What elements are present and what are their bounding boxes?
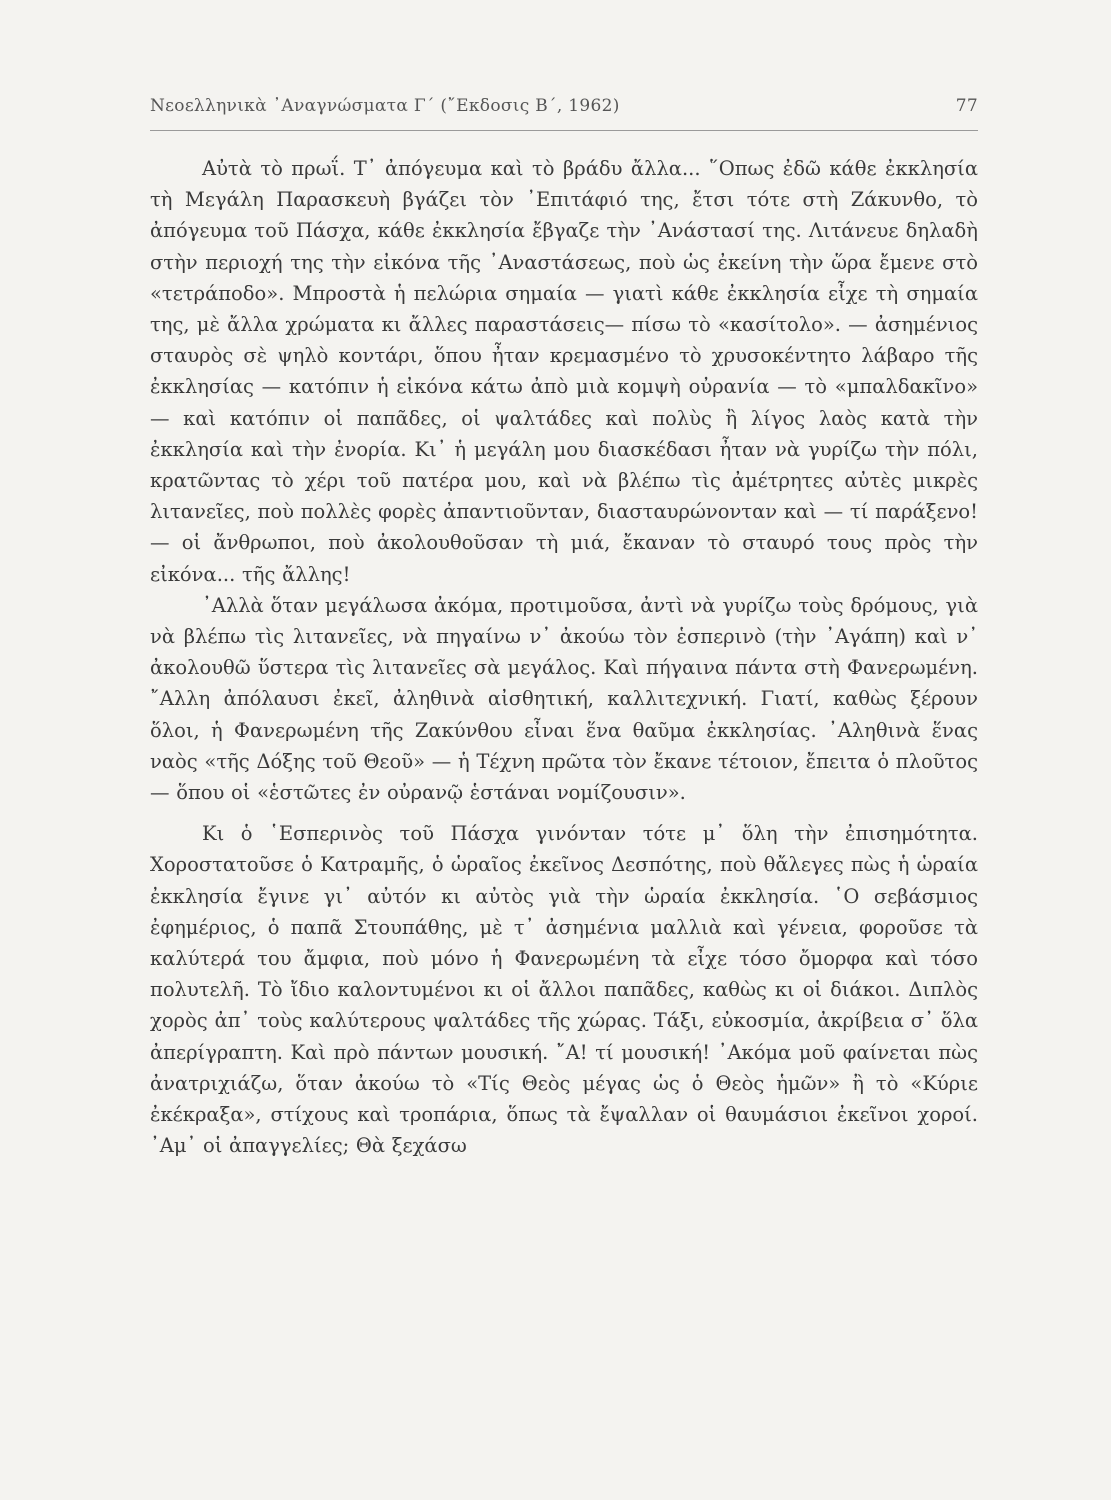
paragraph: Κι ὁ ῾Εσπερινὸς τοῦ Πάσχα γινόνταν τότε μ᾿ ὅλη τὴν ἐπισημότητα. Χοροστατοῦσε ὁ Κατραμῆς, ὁ ὡραῖος ἐκεῖνος Δεσπότης, ποὺ θἄλεγες πὼς ἡ ὡραία ἐκκλησία ἔγινε γι᾿ αὐτόν κι αὐτὸς γιὰ τὴν ὡραία ἐκκλησία. ῾Ο σεβάσμιος ἐφημέριος, ὁ παπᾶ Στουπάθης, μὲ τ᾿ ἀσημένια μαλλιὰ καὶ γένεια, φοροῦσε τὰ καλύτερά του ἄμφια, ποὺ μόνο ἡ Φανερωμένη τὰ εἶχε τόσο ὄμορφα καὶ τόσο πολυτελῆ. Τὸ ἴδιο καλοντυμένοι κι οἱ ἄλλοι παπᾶδες, καθὼς κι οἱ διάκοι. Διπλὸς χορὸς ἀπ᾿ τοὺς καλύτερους ψαλτάδες τῆς χώρας. Τάξι, εὐκοσμία, ἀκρίβεια σ᾿ ὅλα ἀπερίγραπτη. Καὶ πρὸ πάντων μουσική. ῎Α! τί μουσική! ᾿Ακόμα μοῦ φαίνεται πὼς ἀνατριχιάζω, ὅταν ἀκούω τὸ «Τίς Θεὸς μέγας ὡς ὁ Θεὸς ἡμῶν» ἢ τὸ «Κύριε ἐκέκραξα», στίχους καὶ τροπάρια, ὅπως τὰ ἔψαλλαν οἱ θαυμάσιοι ἐκεῖνοι χοροί. ᾿Αμ᾿ οἱ ἀπαγγελίες; Θὰ ξεχάσω xyxy=(150,822,978,1158)
paragraph: ᾿Αλλὰ ὅταν μεγάλωσα ἀκόμα, προτιμοῦσα, ἀντὶ νὰ γυρίζω τοὺς δρόμους, γιὰ νὰ βλέπω τὶς λιτανεῖες, νὰ πηγαίνω ν᾿ ἀκούω τὸν ἑσπερινὸ (τὴν ᾿Αγάπη) καὶ ν᾿ ἀκολουθῶ ὕστερα τὶς λιτανεῖες σὰ μεγάλος. Καὶ πήγαινα πάντα στὴ Φανερωμένη. ῎Αλλη ἀπόλαυσι ἐκεῖ, ἀληθινὰ αἰσθητική, καλλιτεχνική. Γιατί, καθὼς ξέρουν ὅλοι, ἡ Φανερωμένη τῆς Ζακύνθου εἶναι ἕνα θαῦμα ἐκκλησίας. ᾿Αληθινὰ ἕνας ναὸς «τῆς Δόξης τοῦ Θεοῦ» — ἡ Τέχνη πρῶτα τὸν ἔκανε τέτοιον, ἔπειτα ὁ πλοῦτος — ὅπου οἱ «ἑστῶτες ἐν οὐρανῷ ἑστάναι νομίζουσιν». xyxy=(150,593,978,805)
running-head xyxy=(150,96,978,131)
page-number: 77 xyxy=(955,96,978,116)
paragraph: Αὐτὰ τὸ πρωΐ. Τ᾿ ἀπόγευμα καὶ τὸ βράδυ ἄλλα... ῞Οπως ἐδῶ κάθε ἐκκλησία τὴ Μεγάλη Παρασκευὴ βγάζει τὸν ᾿Επιτάφιό της, ἔτσι τότε στὴ Ζάκυνθο, τὸ ἀπόγευμα τοῦ Πάσχα, κάθε ἐκκλησία ἔβγαζε τὴν ᾿Ανάστασί της. Λιτάνευε δηλαδὴ στὴν περιοχή της τὴν εἰκόνα τῆς ᾿Αναστάσεως, ποὺ ὡς ἐκείνη τὴν ὥρα ἔμενε στὸ «τετράποδο». Μπροστὰ ἡ πελώρια σημαία — γιατὶ κάθε ἐκκλησία εἶχε τὴ σημαία της, μὲ ἄλλα χρώματα κι ἄλλες παραστάσεις— πίσω τὸ «κασίτολο». — ἀσημένιος σταυρὸς σὲ ψηλὸ κοντάρι, ὅπου ἦταν κρεμασμένο τὸ χρυσοκέντητο λάβαρο τῆς ἐκκλησίας — κατόπιν ἡ εἰκόνα κάτω ἀπὸ μιὰ κομψὴ οὐρανία — τὸ «μπαλδακῖνο» — καὶ κατόπιν οἱ παπᾶδες, οἱ ψαλτάδες καὶ πολὺς ἢ λίγος λαὸς κατὰ τὴν ἐκκλησία καὶ τὴν ἐνορία. Κι᾿ ἡ μεγάλη μου διασκέδασι ἦταν νὰ γυρίζω τὴν πόλι, κρατῶντας τὸ χέρι τοῦ πατέρα μου, καὶ νὰ βλέπω τὶς ἀμέτρητες αὐτὲς μικρὲς λιτανεῖες, ποὺ πολλὲς φορὲς ἀπαντιοῦνταν, διασταυρώνονταν καὶ — τί παράξενο! — οἱ ἄνθρωποι, ποὺ ἀκολουθοῦσαν τὴ μιά, ἔκαναν τὸ σταυρό τους πρὸς τὴν εἰκόνα... τῆς ἄλλης! xyxy=(150,157,978,586)
book-title: Νεοελληνικὰ ᾿Αναγνώσματα Γ΄ (῎Εκδοσις Β΄, 1962) xyxy=(150,96,620,116)
body-text xyxy=(150,153,978,1162)
book-page xyxy=(150,96,978,1446)
